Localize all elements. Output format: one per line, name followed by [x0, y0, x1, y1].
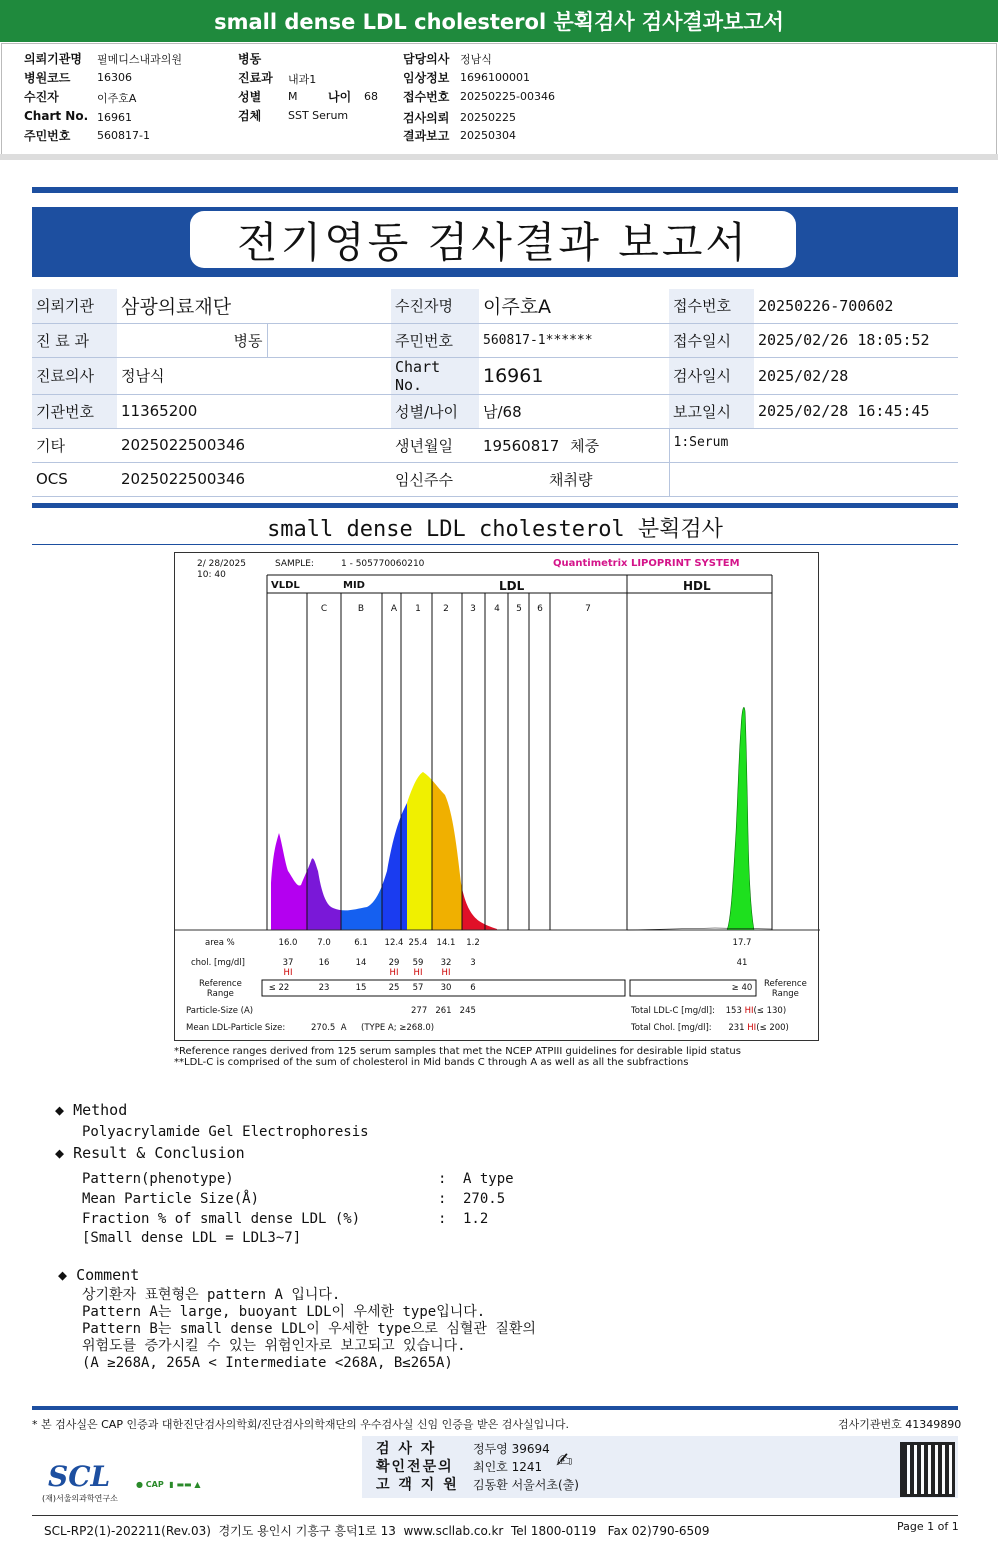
chart-svg [175, 553, 820, 1042]
tldl-ref: (≤ 130) [753, 1006, 787, 1016]
patient: 이주호A [97, 92, 137, 105]
pt-value: 2025022500346 [117, 462, 391, 496]
doctor-label: 담당의사 [403, 52, 450, 66]
method-heading [55, 1101, 127, 1119]
hi-flag: HI [389, 968, 399, 978]
result-colon: : [438, 1191, 447, 1207]
total-chol [631, 1023, 789, 1033]
header-info-box [1, 43, 997, 156]
band-label: B [357, 604, 365, 614]
pt-value: 병동 [117, 323, 267, 357]
chart-date: 2/ 28/2025 [197, 559, 247, 569]
clinic: 1696100001 [460, 71, 530, 84]
group-ldl: LDL [499, 579, 525, 593]
pt-label: 수진자명 [391, 289, 479, 323]
ref-label-2: Range [206, 989, 234, 999]
area-value: 1.2 [466, 938, 480, 948]
band-label: 1 [415, 604, 421, 614]
band-label: A [390, 604, 398, 614]
footer-bottom: SCL-RP2(1)-202211(Rev.03) 경기도 용인시 기흥구 흥덕1로 13 www.scllab.co.kr Tel 1800-0119 Fax 02)790-6509 [44, 1524, 710, 1538]
pt-label: 체중 [570, 436, 600, 455]
pt-value: 정남식 [117, 357, 391, 394]
tchol-label: Total Chol. [mg/dl]: [631, 1023, 712, 1033]
group-vldl: VLDL [271, 580, 300, 591]
hi-flag: HI [441, 968, 451, 978]
ref-value: 23 [318, 983, 330, 993]
result-value: 270.5 [463, 1191, 506, 1207]
band-label: 5 [516, 604, 522, 614]
recv: 20250225-00346 [460, 90, 555, 103]
chol-label: chol. [mg/dl] [191, 958, 245, 968]
pt-label: 생년월일 [391, 428, 479, 462]
scl-subtitle: (재)서울의과학연구소 [42, 1494, 118, 1503]
ref-right-1: Reference [764, 979, 807, 989]
chol-value: 32 [440, 958, 452, 968]
pt-label: 접수번호 [669, 289, 754, 323]
resident-label: 주민번호 [24, 129, 71, 143]
area-value: 17.7 [732, 938, 752, 948]
ref-label [199, 979, 242, 999]
ref-value: ≥ 40 [731, 983, 753, 993]
age-label: 나이 [328, 90, 352, 104]
ps-values: 277 261 245 [411, 1006, 476, 1016]
pt-label: OCS [32, 462, 117, 496]
tldl-label: Total LDL-C [mg/dl]: [631, 1006, 715, 1016]
area-value: 14.1 [436, 938, 456, 948]
ref-value: 57 [412, 983, 424, 993]
section-title: small dense LDL cholesterol 분획검사 [267, 517, 723, 542]
dept: 내과1 [288, 73, 317, 86]
chart-label: Chart No. [24, 109, 89, 123]
pt-label: 임신주수 [391, 462, 479, 496]
doctor: 정남식 [460, 53, 492, 66]
hosp-code-label: 병원코드 [24, 71, 71, 85]
ward-label: 병동 [238, 52, 262, 66]
dept-label: 진료과 [238, 71, 273, 85]
pt-value: 11365200 [117, 394, 391, 428]
hi-flag: HI [413, 968, 423, 978]
result-value: A type [463, 1171, 514, 1187]
band-dividers [267, 575, 772, 930]
brand-label [553, 558, 740, 569]
pt-value: 2025/02/28 [754, 357, 958, 394]
note-2: **LDL-C is comprised of the sum of cholesterol in Mid bands C through A as well as all the subfractions [174, 1057, 689, 1068]
pt-value: 2025/02/26 18:05:52 [754, 323, 958, 357]
note-1: *Reference ranges derived from 125 serum samples that met the NCEP ATPIII guidelines for desirable lipid status [174, 1046, 741, 1057]
area-label: area % [205, 938, 235, 948]
signature-icon: ✍ [556, 1448, 573, 1472]
ref-value: 6 [470, 983, 476, 993]
comment-line: 상기환자 표현형은 pattern A 입니다. [82, 1287, 341, 1303]
comment-heading [58, 1266, 139, 1284]
pt-label: 성별/나이 [391, 394, 479, 428]
profile-fill [267, 733, 502, 933]
req-inst-label: 의뢰기관명 [24, 52, 82, 66]
pt-value: 2025022500346 [117, 428, 391, 462]
hdl-peak [727, 707, 754, 930]
inst-no: 검사기관번호 41349890 [838, 1418, 962, 1431]
sample-id: 1 - 505770060210 [341, 559, 425, 569]
cert-logos: ● CAP ▮ ▬▬ ▲ [136, 1480, 201, 1489]
area-value: 16.0 [278, 938, 298, 948]
ref-value: 25 [388, 983, 400, 993]
clinic-label: 임상정보 [403, 71, 450, 85]
chart-time: 10: 40 [197, 570, 226, 580]
hi-flag: HI [283, 968, 293, 978]
pt-label: 기타 [32, 428, 117, 462]
band-label: 7 [585, 604, 591, 614]
req: 20250225 [460, 111, 516, 124]
resident: 560817-1 [97, 129, 150, 142]
comment-line: (A ≥268A, 265A < Intermediate <268A, B≤265A) [82, 1355, 453, 1371]
band-label: 3 [470, 604, 476, 614]
result-label: Mean Particle Size(Å) [82, 1191, 260, 1207]
age: 68 [364, 90, 378, 103]
mean-label: Mean LDL-Particle Size: [186, 1023, 286, 1033]
footer-rule [32, 1515, 958, 1516]
exam-label: 검 사 자 [376, 1441, 437, 1457]
pt-value: 16961 [479, 357, 669, 394]
recv-label: 접수번호 [403, 90, 450, 104]
pt-label: 접수일시 [669, 323, 754, 357]
req-label: 검사의뢰 [403, 111, 450, 125]
sample-label: SAMPLE: [275, 559, 314, 569]
pt-label: 진료의사 [32, 357, 117, 394]
chol-value: 16 [318, 958, 330, 968]
header-divider [0, 154, 998, 160]
pt-value: 이주호A [479, 289, 669, 323]
tldl-flag: HI [744, 1006, 754, 1016]
tldl-value: 153 [725, 1006, 742, 1016]
band-label: C [320, 604, 328, 614]
band-label: 6 [537, 604, 543, 614]
area-value: 12.4 [384, 938, 404, 948]
comment-line: Pattern A는 large, buoyant LDL이 우세한 type입니다. [82, 1304, 486, 1320]
exam-value: 정두영 39694 [473, 1442, 550, 1456]
brand-text: Quantimetrix LIPOPRINT [553, 558, 691, 569]
result-title: Result & Conclusion [73, 1144, 245, 1162]
band-label: 4 [494, 604, 500, 614]
chart-no: 16961 [97, 111, 132, 124]
req-inst: 필메디스내과의원 [97, 53, 183, 66]
result-label: Pattern(phenotype) [82, 1171, 234, 1187]
diamond-icon: ◆ [55, 1144, 65, 1162]
scl-logo: SCL [48, 1460, 111, 1493]
pt-value: 20250226-700602 [754, 289, 958, 323]
rule-mid [32, 503, 958, 508]
tchol-value: 231 [728, 1023, 745, 1033]
rule-bottom [32, 1406, 958, 1410]
patient-label: 수진자 [24, 90, 59, 104]
band-label: 2 [443, 604, 449, 614]
ref-label-1: Reference [199, 979, 242, 989]
pt-label: 기관번호 [32, 394, 117, 428]
specimen: SST Serum [288, 109, 349, 122]
page-number: Page 1 of 1 [897, 1520, 959, 1533]
patient-table [32, 289, 958, 497]
section-rule [32, 544, 958, 545]
result-colon: : [438, 1211, 447, 1227]
report-label: 결과보고 [403, 129, 450, 143]
total-ldl [631, 1006, 786, 1016]
pt-label: 채취량 [479, 462, 669, 496]
ref-label-right [764, 979, 807, 999]
chol-value: 37 [282, 958, 294, 968]
pt-label: 검사일시 [669, 357, 754, 394]
method-text: Polyacrylamide Gel Electrophoresis [82, 1124, 369, 1140]
pt-value: 2025/02/28 16:45:45 [754, 394, 958, 428]
comment-line: Pattern B는 small dense LDL이 우세한 type으로 심혈관 질환의 [82, 1321, 536, 1337]
sex-label: 성별 [238, 90, 262, 104]
ps-label: Particle-Size (A) [186, 1006, 254, 1016]
pt-value: 19560817 [483, 436, 560, 455]
result-extra: [Small dense LDL = LDL3~7] [82, 1230, 302, 1246]
chol-value: 3 [470, 958, 476, 968]
diamond-icon: ◆ [58, 1266, 68, 1284]
method-title: Method [73, 1101, 128, 1119]
ref-value: 30 [440, 983, 452, 993]
pt-value: 남/68 [479, 394, 669, 428]
tchol-flag: HI [747, 1023, 757, 1033]
support-value: 김동환 서울서초(출) [473, 1478, 579, 1492]
comment-title: Comment [76, 1266, 140, 1284]
support-label: 고 객 지 원 [376, 1477, 459, 1493]
result-colon: : [438, 1171, 447, 1187]
area-value: 6.1 [354, 938, 368, 948]
mean-type: (TYPE A; ≥268.0) [361, 1023, 435, 1033]
pt-label: 진 료 과 [32, 323, 117, 357]
mean-value: 270.5 A [311, 1023, 347, 1033]
report-top-title: small dense LDL cholesterol 분획검사 검사결과보고서 [0, 0, 998, 42]
hosp-code: 16306 [97, 71, 132, 84]
pt-value: 삼광의료재단 [117, 289, 391, 323]
pt-label: 주민번호 [391, 323, 479, 357]
chol-value: 59 [412, 958, 424, 968]
area-value: 25.4 [408, 938, 428, 948]
pt-label: Chart No. [391, 357, 479, 394]
result-value: 1.2 [463, 1211, 489, 1227]
tchol-ref: (≤ 200) [756, 1023, 789, 1033]
qr-code-icon [900, 1442, 955, 1497]
confirm-value: 최인호 1241 [473, 1460, 543, 1474]
pt-value: 560817-1****** [479, 323, 669, 357]
sex: M [288, 90, 298, 103]
confirm-label: 확인전문의 [376, 1459, 454, 1475]
group-hdl: HDL [683, 579, 711, 593]
chol-value: 41 [736, 958, 748, 968]
pt-label: 의뢰기관 [32, 289, 117, 323]
brand-system: SYSTEM [694, 558, 740, 569]
diamond-icon: ◆ [55, 1101, 65, 1119]
chol-value: 14 [355, 958, 367, 968]
area-value: 7.0 [317, 938, 331, 948]
rule-top [32, 187, 958, 193]
result-heading [55, 1144, 245, 1162]
group-mid: MID [343, 580, 365, 591]
comment-line: 위험도를 증가시킬 수 있는 위험인자로 보고되고 있습니다. [82, 1338, 466, 1354]
report: 20250304 [460, 129, 516, 142]
specimen-label: 검체 [238, 109, 262, 123]
ref-value: ≤ 22 [268, 983, 290, 993]
pt-value: 1:Serum [669, 428, 958, 462]
ref-right-2: Range [771, 989, 799, 999]
ref-value: 15 [355, 983, 367, 993]
banner-title: 전기영동 검사결과 보고서 [190, 211, 796, 268]
electrophoresis-chart [174, 552, 819, 1041]
pt-label: 보고일시 [669, 394, 754, 428]
result-label: Fraction % of small dense LDL (%) [82, 1211, 361, 1227]
disclaimer: * 본 검사실은 CAP 인증과 대한진단검사의학회/진단검사의학재단의 우수검사실 신임 인증을 받은 검사실입니다. [32, 1418, 570, 1431]
chol-value: 29 [388, 958, 400, 968]
